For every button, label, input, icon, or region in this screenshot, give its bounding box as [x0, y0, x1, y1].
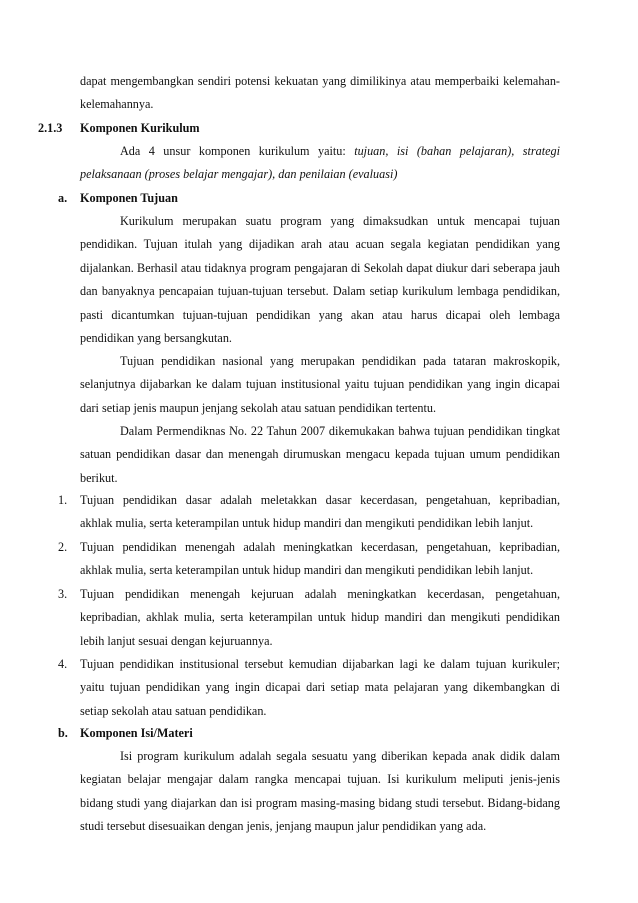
list-item-3-rest: kepribadian, akhlak mulia, serta keterampilan untuk hidup mandiri dan mengikuti pendidikan lebih lanjut sesuai dengan kejuruannya.: [80, 610, 560, 648]
sub-a-paragraph-1: Kurikulum merupakan suatu program yang dimaksudkan untuk mencapai tujuan pendidikan. Tujuan itulah yang dijadikan arah atau acuan segala kegiatan pendidikan yang dijalankan. Berhasil atau tidaknya program pengajaran di Sekolah dapat diukur dari seberapa jauh dan banyaknya pencapaian tujuan-tujuan tersebut. Dalam setiap kurikulum lembaga pendidikan, pasti dicantumkan tujuan-tujuan pendidikan yang akan atau harus dicapai oleh lembaga pendidikan yang bersangkutan.: [80, 214, 560, 346]
sub-a-paragraph-3: Dalam Permendiknas No. 22 Tahun 2007 dikemukakan bahwa tujuan pendidikan tingkat satuan pendidikan dasar dan menengah dirumuskan mengacu kepada tujuan umum pendidikan berikut.: [80, 424, 560, 485]
list-item-1-rest: akhlak mulia, serta keterampilan untuk hidup mandiri dan mengikuti pendidikan lebih lanjut.: [80, 516, 534, 531]
list-item-2-rest: akhlak mulia, serta keterampilan untuk hidup mandiri dan mengikuti pendidikan lebih lanjut.: [80, 563, 534, 578]
list-item-3-number: 3.: [58, 587, 68, 601]
list-item-3-first-line: Tujuan pendidikan menengah kejuruan adalah meningkatkan kecerdasan, pengetahuan,: [80, 587, 560, 601]
intro-paragraph: dapat mengembangkan sendiri potensi kekuatan yang dimilikinya atau memperbaiki kelemahan-kelemahannya.: [80, 74, 560, 112]
list-item-2: [80, 536, 560, 583]
list-item-1: [80, 489, 560, 536]
list-item-4: [80, 653, 560, 723]
list-item-3: [80, 583, 560, 653]
list-item-4-rest: yaitu tujuan pendidikan yang ingin dicapai dari setiap mata pelajaran yang dikembangkan di setiap sekolah atau satuan pendidikan.: [80, 680, 560, 718]
list-item-4-number: 4.: [58, 657, 68, 671]
list-item-1-first-line: Tujuan pendidikan dasar adalah meletakkan dasar kecerdasan, pengetahuan, kepribadian,: [80, 493, 560, 507]
section-title: Komponen Kurikulum: [80, 121, 200, 135]
list-item-1-number: 1.: [58, 493, 68, 507]
sub-b-title: Komponen Isi/Materi: [80, 726, 193, 740]
sub-b-marker: b.: [58, 726, 68, 740]
section-number: 2.1.3: [38, 121, 63, 135]
list-item-4-first-line: Tujuan pendidikan institusional tersebut kemudian dijabarkan lagi ke dalam tujuan kurikuler;: [80, 657, 560, 671]
list-item-2-number: 2.: [58, 540, 68, 554]
section-lead-plain: Ada 4 unsur komponen kurikulum yaitu:: [120, 144, 355, 158]
sub-a-paragraph-2: Tujuan pendidikan nasional yang merupakan pendidikan pada tataran makroskopik, selanjutnya dijabarkan ke dalam tujuan institusional yaitu tujuan pendidikan yang ingin dicapai dari setiap jenis maupun jenjang sekolah atau satuan pendidikan tertentu.: [80, 354, 560, 415]
section-lead-paragraph: [80, 140, 560, 187]
section-lead-italic: tujuan, isi (bahan pelajaran), strategi pelaksanaan (proses belajar mengajar), dan penilaian (evaluasi): [80, 144, 560, 182]
sub-b-paragraph: Isi program kurikulum adalah segala sesuatu yang diberikan kepada anak didik dalam kegiatan belajar mengajar dalam rangka mencapai tujuan. Isi kurikulum meliputi jenis-jenis bidang studi yang diajarkan dan isi program masing-masing bidang studi tersebut. Bidang-bidang studi tersebut disesuaikan dengan jenis, jenjang maupun jalur pendidikan yang ada.: [80, 749, 560, 834]
sub-a-marker: a.: [58, 191, 68, 205]
list-item-2-first-line: Tujuan pendidikan menengah adalah meningkatkan kecerdasan, pengetahuan, kepribadian,: [80, 540, 560, 554]
sub-a-title: Komponen Tujuan: [80, 191, 178, 205]
